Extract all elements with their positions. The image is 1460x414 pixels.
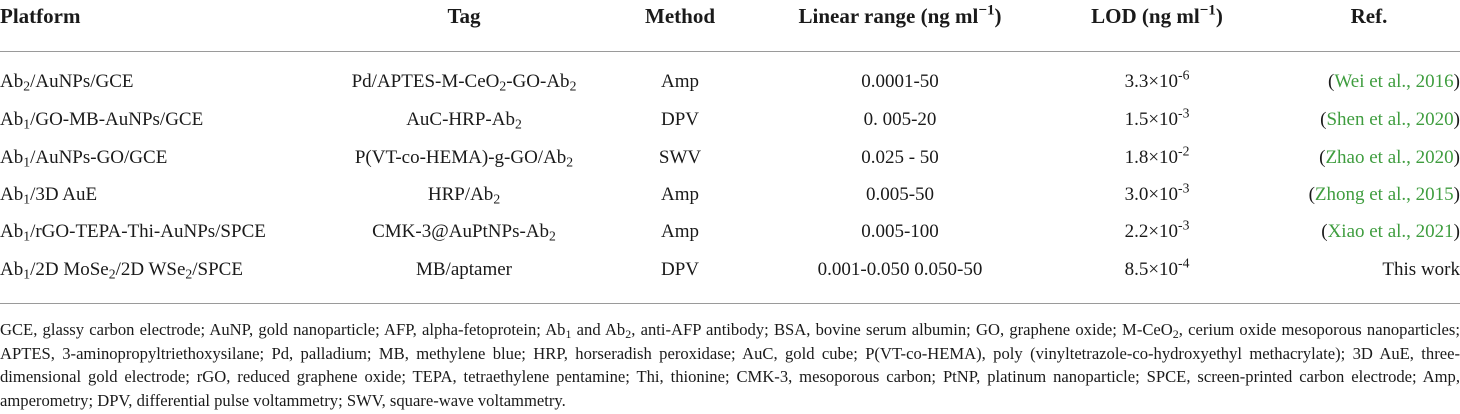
reference-link[interactable]: Xiao et al., 2021: [1327, 221, 1454, 242]
cell-platform: $Ab_1/GO-MB-AuNPs$/GCE: [0, 109, 204, 132]
header-tag: Tag: [447, 4, 481, 28]
header-ref: Ref.: [1350, 4, 1388, 28]
cell-lod: $8.5\times 10^{-4}$: [1124, 255, 1190, 280]
table-header-row: [0, 0, 1460, 38]
cell-platform: $Ab_1/2D$ MoSe$_2$/2D WSe$_2$/SPCE: [0, 259, 243, 282]
table-row: [0, 63, 1460, 101]
cell-ref: (Xiao et al., 2021): [1321, 221, 1460, 242]
cell-tag: $Pd/APTES-M-CeO_2-GO-Ab_2$: [351, 71, 577, 94]
cell-tag: HRP/$Ab_2$: [427, 184, 501, 207]
cell-method: Amp: [661, 221, 699, 242]
cell-method: DPV: [660, 259, 700, 280]
bottom-rule: [0, 303, 1460, 304]
cell-tag: AuC-$HRP-Ab_2$: [406, 109, 522, 132]
header-rule: [0, 51, 1460, 52]
cell-method: Amp: [661, 184, 699, 205]
reference-link[interactable]: Shen et al., 2020: [1326, 109, 1454, 130]
cell-method: DPV: [660, 109, 700, 130]
cell-linear-range: 0.005-100: [861, 221, 939, 242]
header-linear-range: Linear range (ng $ml^{-1}$): [798, 2, 1002, 28]
cell-lod: $3.3\times 10^{-6}$: [1124, 67, 1190, 92]
cell-ref: (Zhao et al., 2020): [1319, 147, 1460, 168]
cell-linear-range: 0.001-0.050 0.050-50: [817, 259, 983, 280]
reference-link[interactable]: Wei et al., 2016: [1334, 71, 1454, 92]
cell-lod: $3.0\times 10^{-3}$: [1124, 180, 1190, 205]
table-footnote: GCE, glassy carbon electrode; AuNP, gold nanoparticle; AFP, alpha-fetoprotein; $Ab_1$ and $Ab_2$, anti-AFP antibody; BSA, bovine serum albumin; GO, graphene oxide; M-CeO$_2$, cerium oxide mesoporous nanoparticles; APTES, 3-aminopropyltriethoxysilane; Pd, palladium; MB, methylene blue; HRP, horseradish peroxidase; AuC, gold cube; P(VT-co-HEMA), poly (vinyltetrazole-co-hydroxyethyl methacrylate); 3D AuE, three-dimensional gold electrode; rGO, reduced graphene oxide; TEPA, tetraethylene pentamine; Thi, thionine; CMK-3, mesoporous carbon; PtNP, platinum nanoparticle; SPCE, screen-printed carbon electrode; Amp, amperometry; DPV, differential pulse voltammetry; SWV, square-wave voltammetry.: [0, 320, 1460, 410]
cell-tag: MB/aptamer: [415, 259, 513, 280]
table-row: [0, 251, 1460, 289]
cell-lod: $1.5\times 10^{-3}$: [1124, 105, 1190, 130]
cell-ref: (Shen et al., 2020): [1320, 109, 1460, 130]
cell-tag: $P(VT-co-HEMA)-g-GO/Ab_2$: [354, 147, 574, 170]
reference-link[interactable]: Zhao et al., 2020: [1325, 147, 1454, 168]
cell-ref: This work: [1382, 259, 1460, 280]
cell-linear-range: 0.0001-50: [861, 71, 939, 92]
cell-method: SWV: [658, 147, 702, 168]
cell-ref: (Wei et al., 2016): [1328, 71, 1460, 92]
header-platform: Platform: [0, 4, 81, 28]
cell-method: Amp: [661, 71, 699, 92]
cell-lod: $2.2\times 10^{-3}$: [1124, 217, 1190, 242]
cell-lod: $1.8\times 10^{-2}$: [1124, 143, 1190, 168]
cell-linear-range: 0.025 - 50: [861, 147, 939, 168]
cell-platform: $Ab_1/AuNPs-GO$/GCE: [0, 147, 168, 170]
header-lod: LOD (ng $ml^{-1}$): [1091, 2, 1223, 28]
table-row: [0, 176, 1460, 214]
cell-linear-range: 0.005-50: [865, 184, 935, 205]
cell-platform: $Ab_1/rGO-TEPA-Thi-AuNPs$/SPCE: [0, 221, 266, 244]
cell-tag: CMK-$3@AuPtNPs-Ab_2$: [372, 221, 556, 244]
table-row: [0, 101, 1460, 139]
table-row: [0, 213, 1460, 251]
cell-ref: (Zhong et al., 2015): [1308, 184, 1460, 205]
cell-linear-range: 0. 005-20: [863, 109, 937, 130]
reference-link[interactable]: Zhong et al., 2015: [1314, 184, 1454, 205]
cell-platform: $Ab_2/AuNPs$/GCE: [0, 71, 134, 94]
header-method: Method: [645, 4, 715, 28]
table-row: [0, 139, 1460, 177]
cell-platform: $Ab_1/3D$ AuE: [0, 184, 98, 207]
